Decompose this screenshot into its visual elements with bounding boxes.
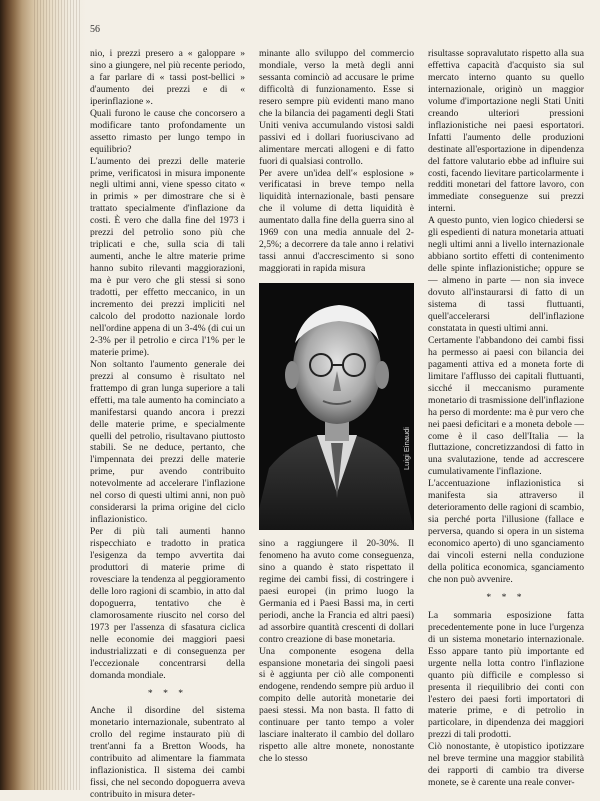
page-edges (34, 0, 82, 790)
paragraph: risultasse sopravalutato rispetto alla sua effettiva capacità d'acquisto sia sul mercato interno quanto su quello internazionale, originò un maggior volume d'importazione negli Stati Uniti creando ulteriori pressioni inflazionistiche nei paesi esportatori. Infatti l'aumento delle produzioni destinate all'esportazione in dipendenza del fattore valutario ebbe ad influire sui costi, facendo lievitare particolarmente i redditi monetari del fattore lavoro, con immediate conseguenze sui prezzi interni. (428, 48, 584, 215)
text-column-2 (259, 48, 414, 275)
paragraph: L'aumento dei prezzi delle materie prime, verificatosi in misura imponente negli ultimi anni, viene spesso citato « in primis » per dimostrare che si è trattato specialmente d'inflazione da costi. È vero che dalla fine del 1973 i prezzi del petrolio sono più che triplicati e che, sulla scia di tali aumenti, anche le altre materie prime hanno subito rilevanti maggiorazioni, ma è pur vero che gli stessi si sono tradotti, per effetto meccanico, in un incremento dei prezzi impliciti nel calcolo del prodotto nazionale lordo nell'ordine appena di un 3-4% (di cui un 2-3% per il petrolio e circa l'1% per le materie prime). (90, 155, 245, 358)
paragraph: Anche il disordine del sistema monetario internazionale, subentrato al crollo del regime instaurato più di trent'anni fa a Bretton Woods, ha contribuito ad alimentare la fiammata inflazionistica. Il sistema dei cambi fissi, che nel secondo dopoguerra aveva contribuito in misura deter- (90, 705, 245, 801)
paragraph: Una componente esogena della espansione monetaria dei singoli paesi si è aggiunta per ciò alle componenti endogene, rendendo sempre più arduo il compito delle autorità monetarie dei paesi stessi. Ma non basta. Il fatto di continuare per tanto tempo a voler lasciare inalterato il cambio del dollaro rispetto alle altre monete, nonostante che lo stesso (259, 645, 414, 765)
paragraph: L'accentuazione inflazionistica si manifesta sia attraverso il deterioramento delle ragioni di scambio, sia perché porta l'illusione (fallace e perversa, quando si opera in un sistema economico aperto) di uno sganciamento dai vincoli esterni nella conduzione della politica economica, sganciamento che non può avvenire. (428, 478, 584, 585)
paragraph: Quali furono le cause che concorsero a modificare tanto profondamente un assetto rimasto per lungo tempo in equilibrio? (90, 107, 245, 155)
portrait-photo (259, 283, 414, 530)
paragraph: sino a raggiungere il 20-30%. Il fenomeno ha avuto come conseguenza, sino a quando è stato rispettato il regime dei cambi fissi, di costringere i paesi europei (in primo luogo la Germania ed i Paesi Bassi ma, in certi periodi, anche la Francia ed altri paesi) ad assorbire quantità crescenti di dollari contro creazione di base monetaria. (259, 538, 414, 645)
paragraph: Per di più tali aumenti hanno rispecchiato e tradotto in pratica l'esigenza da tempo avvertita dai produttori di materie prime di rovesciare la tendenza al peggioramento delle loro ragioni di scambio, in atto dal dopoguerra, tentativo che è clamorosamente riuscito nel corso del 1973 per l'assenza di sfasatura ciclica nelle economie dei maggiori paesi industrializzati e di conseguenza per l'eccezionale concentrarsi della domanda mondiale. (90, 526, 245, 681)
paragraph: Ciò nonostante, è utopistico ipotizzare nel breve termine una maggior stabilità dei rapporti di cambio tra diverse monete, se è carente una reale conver- (428, 741, 584, 789)
paragraph: Certamente l'abbandono dei cambi fissi ha permesso ai paesi con bilancia dei pagamenti attiva ed a moneta forte di limitare l'afflusso dei capitali fluttuanti, sicché il meccanismo puramente monetario di trasmissione dell'inflazione ha perso di mordente: ma è pur vero che nei paesi deficitari e a moneta debole — come è il caso dell'Italia — la fluttazione, concretizzandosi di fatto in una svalutazione, tende ad accrescere cumulativamente l'inflazione. (428, 334, 584, 478)
paragraph: Per avere un'idea dell'« esplosione » verificatasi in breve tempo nella liquidità internazionale, basti pensare che il volume di detta liquidità è aumentato dalla fine della guerra sino al 1969 con una media annuale del 2-2,5%; a decorrere da tale anno i relativi tassi annui d'accrescimento si sono maggiorati in rapida misura (259, 167, 414, 275)
text-column-3 (428, 48, 584, 789)
paragraph: A questo punto, vien logico chiedersi se gli espedienti di natura monetaria attuati negli ultimi anni a livello internazionale abbiano sortito effetti di contenimento delle spinte inflazionistiche; oppure se — almeno in parte — non sia invece dovuto all'instaurarsi di fatto di un sistema di tassi fluttuanti, quell'accelerarsi dell'inflazione constatata in questi ultimi anni. (428, 215, 584, 334)
portrait-figure (259, 283, 414, 530)
paragraph: Non soltanto l'aumento generale dei prezzi al consumo è risultato nel frattempo di gran lunga superiore a tali effetti, ma tale aumento ha cominciato a manifestarsi quando ancora i prezzi delle materie prime, e specialmente quelli del petrolio, risultavano piuttosto stabili. Se ne deduce, pertanto, che l'impennata dei prezzi delle materie prime, pur avendo contribuito notevolmente ad accelerare l'inflazione nel corso di questi ultimi anni, non può considerarsi la prima origine del ciclo inflazionistico. (90, 358, 245, 526)
paragraph: minante allo sviluppo del commercio mondiale, verso la metà degli anni sessanta cominciò ad accusare le prime difficoltà di funzionamento. Esse si resero sempre più evidenti mano mano che la bilancia dei pagamenti degli Stati Uniti veniva accumulando vistosi saldi passivi ed i dollari fuoriuscivano ad alimentare mercati allogeni e di fatto fuori di qualsiasi controllo. (259, 48, 414, 167)
section-separator: * * * (486, 591, 526, 603)
text-column-2-lower (259, 538, 414, 765)
paragraph: La sommaria esposizione fatta precedentemente pone in luce l'urgenza di un sistema monetario internazionale. Esso appare tanto più importante ed urgente nella lotta contro l'inflazione quanto più difficile e complesso si presenta il riequilibrio dei conti con l'estero dei paesi forti importatori di materie prime, e di petrolio in particolare, in dipendenza dei maggiori prezzi di tali prodotti. (428, 609, 584, 741)
page-number: 56 (90, 24, 100, 35)
paragraph: nio, i prezzi presero a « galoppare » sino a giungere, nel più recente periodo, a far parlare di « tassi post-bellici » d'aumento dei prezzi e di « iperinflazione ». (90, 48, 245, 107)
photo-caption: Luigi Einaudi (402, 427, 411, 470)
section-separator: * * * (147, 687, 188, 699)
text-column-1 (90, 48, 245, 801)
